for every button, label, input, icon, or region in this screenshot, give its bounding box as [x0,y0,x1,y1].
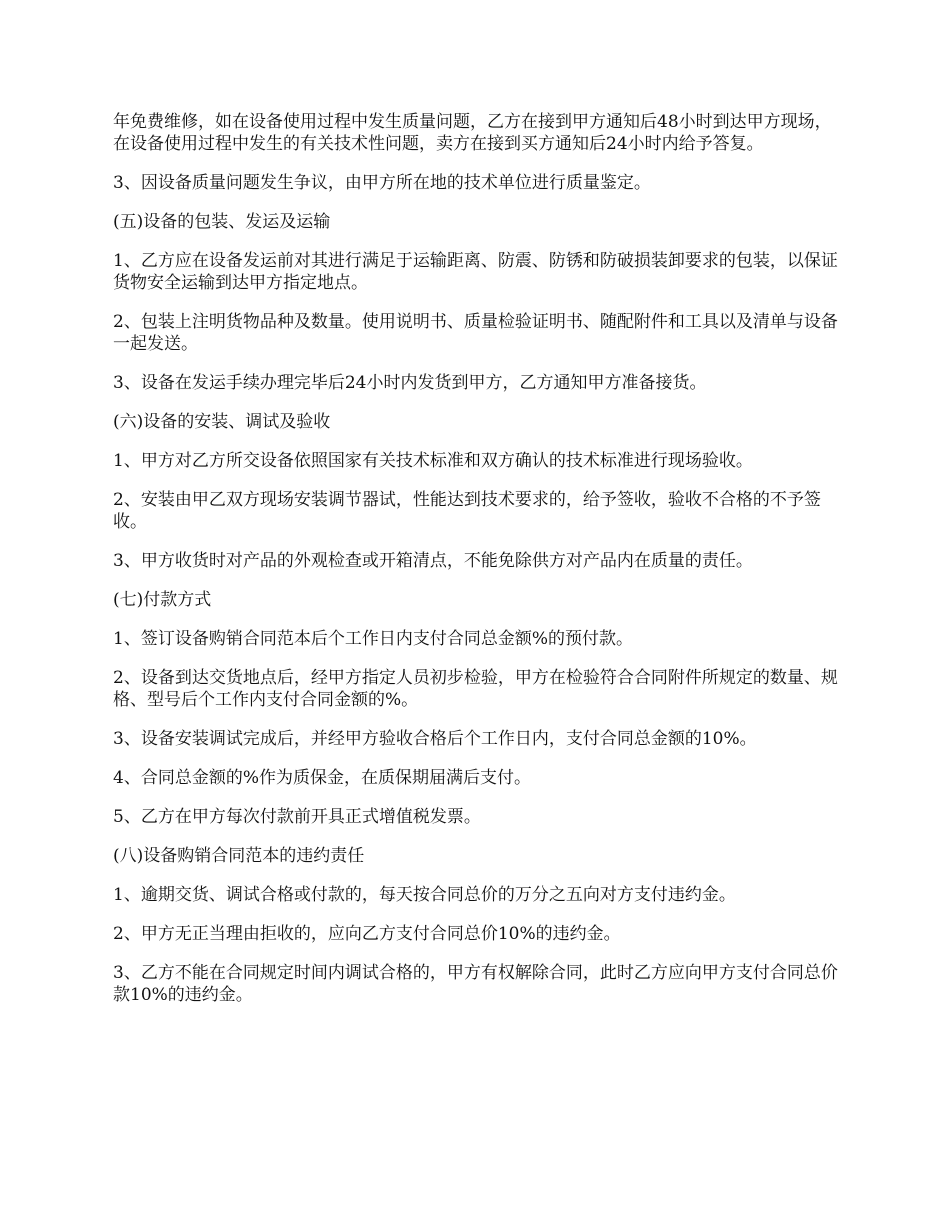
paragraph-packaging-2: 2、包装上注明货物品种及数量。使用说明书、质量检验证明书、随配附件和工具以及清单与设备一起发送。 [113,312,838,354]
paragraph-installation-2: 2、安装由甲乙双方现场安装调节器试，性能达到技术要求的，给予签收，验收不合格的不予签收。 [113,490,821,532]
paragraph-payment-4: 4、合同总金额的%作为质保金，在质保期届满后支付。 [113,768,531,788]
paragraph-quality-dispute: 3、因设备质量问题发生争议，由甲方所在地的技术单位进行质量鉴定。 [113,173,651,193]
paragraph-installation-1: 1、甲方对乙方所交设备依照国家有关技术标准和双方确认的技术标准进行现场验收。 [113,451,753,471]
paragraph-packaging-3: 3、设备在发运手续办理完毕后24小时内发货到甲方，乙方通知甲方准备接货。 [113,373,707,393]
section-heading-installation: (六)设备的安装、调试及验收 [113,412,331,432]
paragraph-payment-5: 5、乙方在甲方每次付款前开具正式增值税发票。 [113,807,481,827]
paragraph-liability-1: 1、逾期交货、调试合格或付款的，每天按合同总价的万分之五向对方支付违约金。 [113,885,736,905]
paragraph-payment-2: 2、设备到达交货地点后，经甲方指定人员初步检验，甲方在检验符合合同附件所规定的数量、规格、型号后个工作内支付合同金额的%。 [113,668,838,710]
section-heading-liability: (八)设备购销合同范本的违约责任 [113,846,365,866]
paragraph-installation-3: 3、甲方收货时对产品的外观检查或开箱清点，不能免除供方对产品内在质量的责任。 [113,551,753,571]
paragraph-payment-3: 3、设备安装调试完成后，并经甲方验收合格后个工作日内，支付合同总金额的10%。 [113,729,757,749]
section-heading-payment: (七)付款方式 [113,590,212,610]
paragraph-warranty-continued: 年免费维修，如在设备使用过程中发生质量问题，乙方在接到甲方通知后48小时到达甲方现场，在设备使用过程中发生的有关技术性问题，卖方在接到买方通知后24小时内给予答复。 [113,112,832,154]
paragraph-packaging-1: 1、乙方应在设备发运前对其进行满足于运输距离、防震、防锈和防破损装卸要求的包装，以保证货物安全运输到达甲方指定地点。 [113,251,838,293]
paragraph-liability-2: 2、甲方无正当理由拒收的，应向乙方支付合同总价10%的违约金。 [113,924,621,944]
section-heading-packaging: (五)设备的包装、发运及运输 [113,212,331,232]
paragraph-payment-1: 1、签订设备购销合同范本后个工作日内支付合同总金额%的预付款。 [113,629,633,649]
document-page [113,111,840,1023]
paragraph-liability-3: 3、乙方不能在合同规定时间内调试合格的，甲方有权解除合同，此时乙方应向甲方支付合同总价款10%的违约金。 [113,963,838,1005]
